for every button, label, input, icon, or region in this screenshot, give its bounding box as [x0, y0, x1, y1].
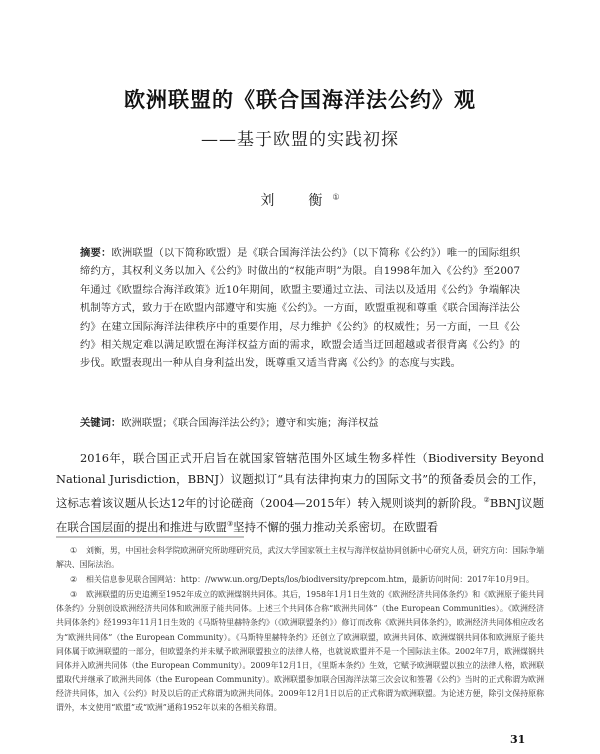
footnotes-section: [56, 544, 544, 716]
footnote-3: [56, 588, 544, 715]
footnote-text: 相关信息参见联合国网站：http：//www.un.org/Depts/los/biodiversity/prepcom.htm，最新访问时间：2017年10月9日。: [86, 575, 534, 585]
page-number: 31: [510, 733, 526, 746]
body-paragraph: [56, 448, 544, 538]
footnote-mark: ②: [70, 575, 78, 585]
footnote-mark: ③: [70, 590, 78, 600]
abstract-text: 欧洲联盟（以下简称欧盟）是《联合国海洋法公约》（以下简称《公约》）唯一的国际组织缔约方，其权利义务以加入《公约》时做出的“权能声明”为限。自1998年加入《公约》至2007年通过《欧盟综合海洋政策》近10年期间，欧盟主要通过立法、司法以及适用《公约》争端解决机制等方式，致力于在欧盟内部遵守和实施《公约》。一方面，欧盟重视和尊重《联合国海洋法公约》在建立国际海洋法律秩序中的重要作用，尽力维护《公约》的权威性；另一方面，一旦《公约》相关规定难以满足欧盟在海洋权益方面的需求，欧盟会适当迂回超越或者很背离《公约》的步伐。欧盟表现出一种从自身利益出发，既尊重又适当背离《公约》的态度与实践。: [80, 247, 521, 370]
footnote-1: [56, 544, 544, 572]
article-subtitle: ——基于欧盟的实践初探: [201, 130, 399, 150]
body-text-part2: BBNJ议题在联合国层面的提出和推进与欧盟: [56, 496, 544, 535]
abstract-label: 摘要：: [80, 247, 112, 259]
footnote-ref-3[interactable]: ③: [226, 520, 234, 529]
footnote-ref-2[interactable]: ②: [483, 496, 490, 505]
body-text-part3: 坚持不懈的强力推动关系密切。在欧盟看: [233, 520, 439, 535]
keywords-block: [80, 414, 520, 432]
article-title: 欧洲联盟的《联合国海洋法公约》观: [124, 88, 476, 112]
author-line: [0, 190, 600, 210]
body-text-part1: 2016年，联合国正式开启旨在就国家管辖范围外区域生物多样性（Biodiversity Beyond National Jurisdiction，BBNJ）议题拟订“具有法律拘束力的国际文书”的预备委员会的工作，这标志着该议题从长达12年的讨论磋商（2004—2015年）转入规则谈判的新阶段。: [56, 451, 544, 511]
author-name: 刘 衡: [260, 193, 333, 209]
keywords-text: 欧洲联盟；《联合国海洋法公约》；遵守和实施；海洋权益: [121, 417, 379, 429]
footnote-2: [56, 573, 544, 587]
footnote-text: 刘衡，男，中国社会科学院欧洲研究所助理研究员，武汉大学国家领土主权与海洋权益协同创新中心研究人员，研究方向：国际争端解决、国际法治。: [56, 546, 544, 570]
abstract-block: [80, 244, 520, 373]
keywords-label: 关键词：: [80, 417, 122, 429]
footnote-mark: ①: [70, 546, 78, 555]
author-footnote-ref[interactable]: ①: [332, 192, 340, 202]
footnote-text: 欧洲联盟的历史追溯至1952年成立的欧洲煤钢共同体。其后，1958年1月1日生效的《欧洲经济共同体条约》和《欧洲原子能共同体条约》分别创设欧洲经济共同体和欧洲原子能共同体。上述三个共同体合称“欧洲共同体”（the European Communities）。《欧洲经济共同体条约》经1993年11月1日生效的《马斯特里赫特条约》（《欧洲联盟条约》）修订而改称《欧洲共同体条约》，欧洲经济共同体相应改名为“欧洲共同体”（the European Community）。《马斯特里赫特条约》还创立了欧洲联盟，欧洲共同体、欧洲煤钢共同体和欧洲原子能共同体属于欧洲联盟的一部分，但欧盟条约并未赋予欧洲联盟独立的法律人格，也就说欧盟并不是一个国际法主体。2002年7月，欧洲煤钢共同体并入欧洲共同体（the European Community）。2009年12月1日，《里斯本条约》生效，它赋予欧洲联盟以独立的法律人格，欧洲联盟取代并继承了欧洲共同体（the European Community）。欧洲联盟参加联合国海洋法第三次会议和签署《公约》当时的正式称谓为欧洲经济共同体，加入《公约》时及以后的正式称谓为欧洲共同体。2009年12月1日以后的正式称谓为欧洲联盟。为论述方便，除引文保持原称谓外，本文使用“欧盟”或“欧洲”通称1952年以来的各相关称谓。: [56, 590, 544, 713]
